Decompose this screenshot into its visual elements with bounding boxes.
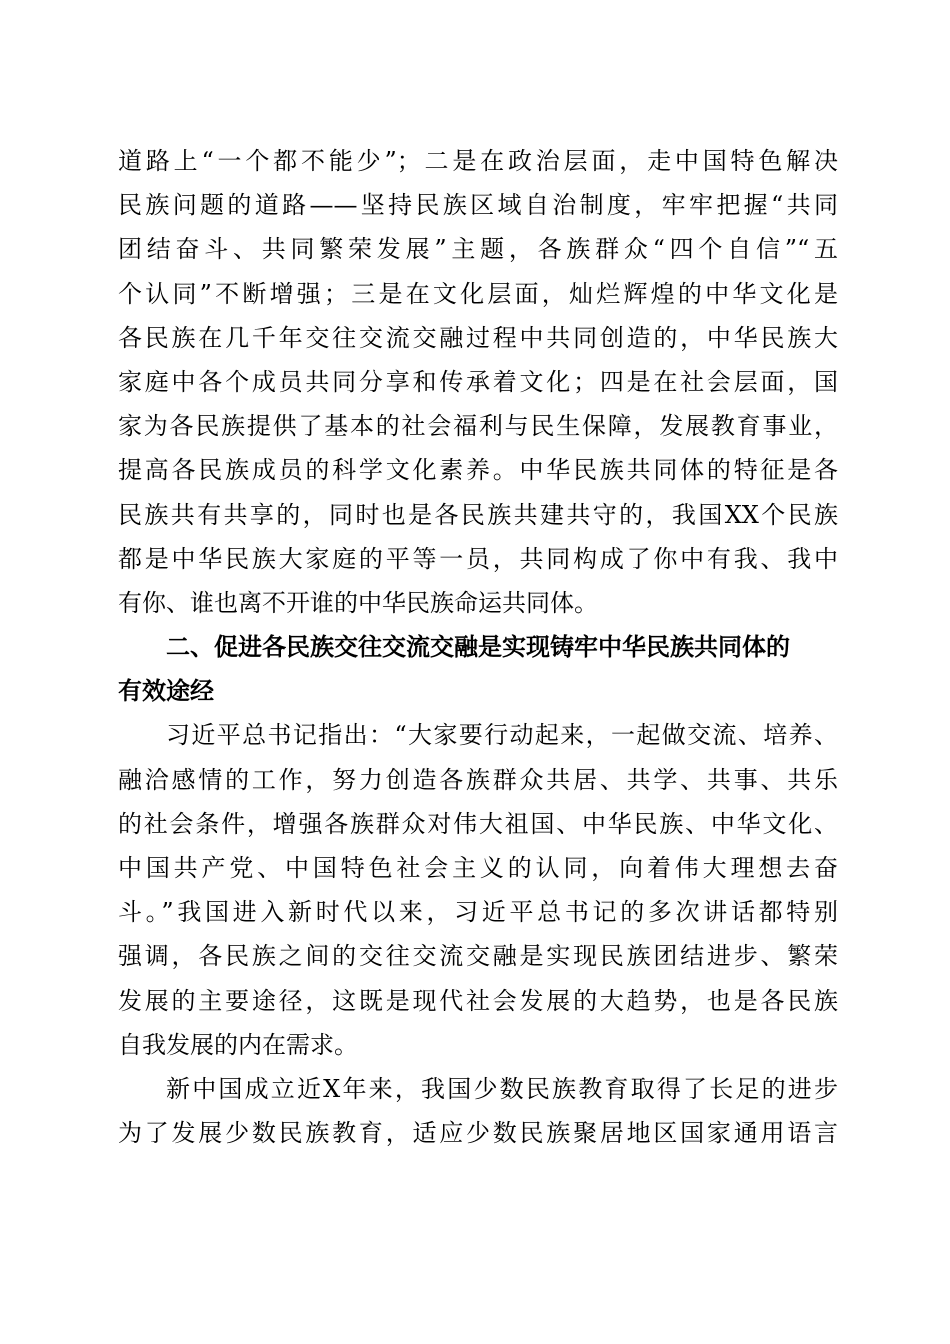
paragraph-minority-education <box>118 1067 838 1155</box>
text-line: 强调，各民族之间的交往交流交融是实现民族团结进步、繁荣 <box>118 942 838 971</box>
document-body <box>118 139 838 1155</box>
text-line: 都是中华民族大家庭的平等一员，共同构成了你中有我、我中 <box>118 544 838 573</box>
heading-line: 二、促进各民族交往交流交融是实现铸牢中华民族共同体的 <box>166 633 790 662</box>
text-line: 提高各民族成员的科学文化素养。中华民族共同体的特征是各 <box>118 456 838 485</box>
text-line: 家为各民族提供了基本的社会福利与民生保障，发展教育事业， <box>118 412 838 441</box>
text-line: 斗。”我国进入新时代以来，习近平总书记的多次讲话都特别 <box>118 898 838 927</box>
text-line: 家庭中各个成员共同分享和传承着文化；四是在社会层面，国 <box>118 367 838 396</box>
text-line: 的社会条件，增强各族群众对伟大祖国、中华民族、中华文化、 <box>118 809 838 838</box>
paragraph-ethnic-unity-features <box>118 139 838 625</box>
text-line: 民族共有共享的，同时也是各民族共建共守的，我国XX个民族 <box>118 500 838 529</box>
text-line: 民族问题的道路——坚持民族区域自治制度，牢牢把握“共同 <box>118 191 838 220</box>
text-line: 个认同”不断增强；三是在文化层面，灿烂辉煌的中华文化是 <box>118 279 838 308</box>
text-line: 中国共产党、中国特色社会主义的认同，向着伟大理想去奋 <box>118 854 838 882</box>
text-line: 习近平总书记指出：“大家要行动起来，一起做交流、培养、 <box>166 721 838 750</box>
text-line: 团结奋斗、共同繁荣发展”主题，各族群众“四个自信”“五 <box>118 235 838 264</box>
text-line: 为了发展少数民族教育，适应少数民族聚居地区国家通用语言 <box>118 1119 838 1148</box>
heading-line: 有效途经 <box>118 677 214 706</box>
text-line: 有你、谁也离不开谁的中华民族命运共同体。 <box>118 588 598 617</box>
section-heading-2 <box>118 625 838 713</box>
text-line: 发展的主要途径，这既是现代社会发展的大趋势，也是各民族 <box>118 986 838 1015</box>
text-line: 新中国成立近X年来，我国少数民族教育取得了长足的进步 <box>166 1074 838 1103</box>
paragraph-xi-quote <box>118 713 838 1067</box>
text-line: 融洽感情的工作，努力创造各族群众共居、共学、共事、共乐 <box>118 765 838 794</box>
text-line: 道路上“一个都不能少”；二是在政治层面，走中国特色解决 <box>118 147 838 175</box>
text-line: 各民族在几千年交往交流交融过程中共同创造的，中华民族大 <box>118 323 838 352</box>
text-line: 自我发展的内在需求。 <box>118 1030 358 1059</box>
